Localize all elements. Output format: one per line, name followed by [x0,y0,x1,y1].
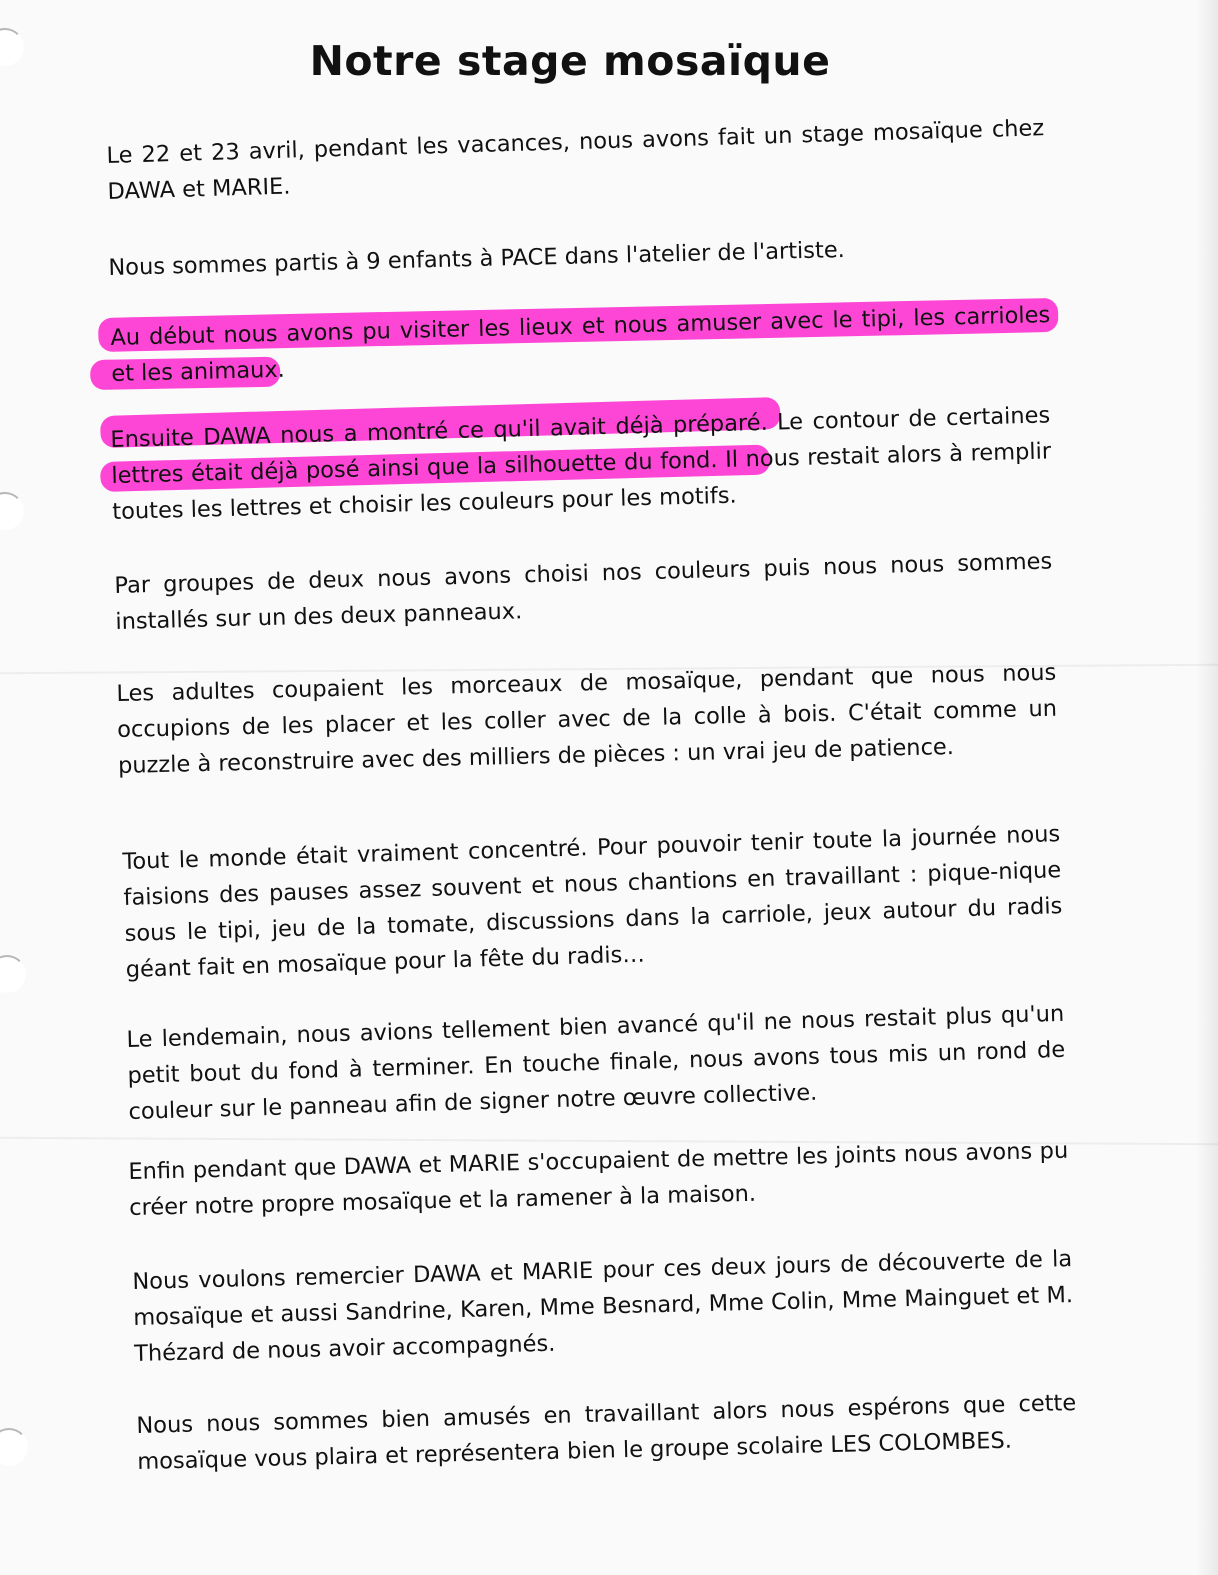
paragraph: Enfin pendant que DAWA et MARIE s'occupaient de mettre les joints nous avons pu créer notre propre mosaïque et la ramener à la maison. [128,1137,1069,1221]
punch-hole-icon [0,492,24,530]
paragraph: Nous voulons remercier DAWA et MARIE pour ces deux jours de découverte de la mosaïque et aussi Sandrine, Karen, Mme Besnard, Mme Colin, Mme Mainguet et M. Thézard de nous avoir accompagnés. [132,1246,1074,1367]
paragraph: Les adultes coupaient les morceaux de mosaïque, pendant que nous nous occupions de les placer et les coller avec de la colle à bois. C'était comme un puzzle à reconstruire avec des milliers de pièces : un vrai jeu de patience. [116,659,1058,779]
punch-hole-icon [0,1428,28,1466]
paragraph: Par groupes de deux nous avons choisi nos couleurs puis nous nous sommes installés sur un des deux panneaux. [114,548,1053,635]
paragraph: Nous nous sommes bien amusés en travaillant alors nous espérons que cette mosaïque vous plaira et représentera bien le groupe scolaire LES COLOMBES. [136,1390,1077,1475]
punch-hole-icon [0,955,26,993]
paragraph: Nous sommes partis à 9 enfants à PACE dans l'atelier de l'artiste. [108,237,846,281]
page-title: Notre stage mosaïque [309,37,831,86]
paragraph-highlighted: Au début nous avons pu visiter les lieux et nous amuser avec le tipi, les carrioles et les animaux. [110,302,1051,387]
paragraph: Le 22 et 23 avril, pendant les vacances, nous avons fait un stage mosaïque chez DAWA et MARIE. [106,115,1045,205]
paragraph: Tout le monde était vraiment concentré. Pour pouvoir tenir toute la journée nous faisions des pauses assez souvent et nous chantions en travaillant : pique-nique sous le tipi, jeu de la tomate, discussions dans la carriole, jeux autour du radis géant fait en mosaïque pour la fête du radis… [122,821,1063,983]
page-edge-shadow [1196,0,1218,1575]
paragraph: Le lendemain, nous avions tellement bien avancé qu'il ne nous restait plus qu'un petit bout du fond à terminer. En touche finale, nous avons tous mis un rond de couleur sur le panneau afin de signer notre œuvre collective. [126,1000,1066,1125]
paragraph: Ensuite DAWA nous a montré ce qu'il avait déjà préparé. Le contour de certaines lettres était déjà posé ainsi que la silhouette du fond. Il nous restait alors à remplir toutes les lettres et choisir les couleurs pour les motifs. [110,402,1052,525]
